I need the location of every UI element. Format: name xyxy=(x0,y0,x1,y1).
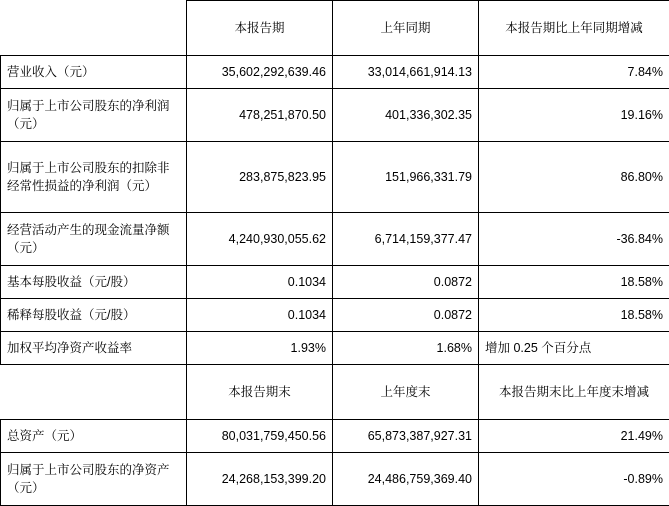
table-header-row-secondary xyxy=(1,365,669,420)
header-cell-blank-secondary xyxy=(1,365,187,420)
row-current-value: 4,240,930,055.62 xyxy=(187,213,333,266)
header-cell-current-period: 本报告期 xyxy=(187,1,333,56)
row-change-value: 18.58% xyxy=(479,299,669,332)
row-current-value: 0.1034 xyxy=(187,299,333,332)
row-current-value: 35,602,292,639.46 xyxy=(187,56,333,89)
table-row xyxy=(1,453,669,506)
row-change-value: 21.49% xyxy=(479,420,669,453)
row-label: 总资产（元） xyxy=(1,420,187,453)
table-row xyxy=(1,89,669,142)
row-previous-value: 24,486,759,369.40 xyxy=(333,453,479,506)
table-row xyxy=(1,299,669,332)
table-header-row-primary xyxy=(1,1,669,56)
row-label: 稀释每股收益（元/股） xyxy=(1,299,187,332)
row-label: 营业收入（元） xyxy=(1,56,187,89)
row-previous-value: 401,336,302.35 xyxy=(333,89,479,142)
row-change-value: 86.80% xyxy=(479,142,669,213)
header-cell-change-secondary: 本报告期末比上年度末增减 xyxy=(479,365,669,420)
table-row xyxy=(1,332,669,365)
table-row xyxy=(1,142,669,213)
header-cell-change: 本报告期比上年同期增减 xyxy=(479,1,669,56)
row-previous-value: 0.0872 xyxy=(333,266,479,299)
header-cell-previous-year-end: 上年度末 xyxy=(333,365,479,420)
row-change-value: -0.89% xyxy=(479,453,669,506)
table-row xyxy=(1,266,669,299)
row-current-value: 478,251,870.50 xyxy=(187,89,333,142)
row-current-value: 1.93% xyxy=(187,332,333,365)
row-change-value: 19.16% xyxy=(479,89,669,142)
table-row xyxy=(1,420,669,453)
row-current-value: 24,268,153,399.20 xyxy=(187,453,333,506)
row-label: 归属于上市公司股东的扣除非经常性损益的净利润（元） xyxy=(1,142,187,213)
row-current-value: 80,031,759,450.56 xyxy=(187,420,333,453)
row-change-value: 18.58% xyxy=(479,266,669,299)
header-cell-blank xyxy=(1,1,187,56)
row-previous-value: 151,966,331.79 xyxy=(333,142,479,213)
row-previous-value: 6,714,159,377.47 xyxy=(333,213,479,266)
row-label: 加权平均净资产收益率 xyxy=(1,332,187,365)
row-current-value: 0.1034 xyxy=(187,266,333,299)
row-current-value: 283,875,823.95 xyxy=(187,142,333,213)
row-previous-value: 0.0872 xyxy=(333,299,479,332)
row-change-value: 7.84% xyxy=(479,56,669,89)
table-row xyxy=(1,56,669,89)
row-label: 归属于上市公司股东的净资产（元） xyxy=(1,453,187,506)
row-label: 归属于上市公司股东的净利润（元） xyxy=(1,89,187,142)
row-previous-value: 65,873,387,927.31 xyxy=(333,420,479,453)
row-change-value: 增加 0.25 个百分点 xyxy=(479,332,669,365)
header-cell-previous-period: 上年同期 xyxy=(333,1,479,56)
row-previous-value: 1.68% xyxy=(333,332,479,365)
table-row xyxy=(1,213,669,266)
row-label: 经营活动产生的现金流量净额（元） xyxy=(1,213,187,266)
row-previous-value: 33,014,661,914.13 xyxy=(333,56,479,89)
row-label: 基本每股收益（元/股） xyxy=(1,266,187,299)
row-change-value: -36.84% xyxy=(479,213,669,266)
header-cell-current-period-end: 本报告期末 xyxy=(187,365,333,420)
